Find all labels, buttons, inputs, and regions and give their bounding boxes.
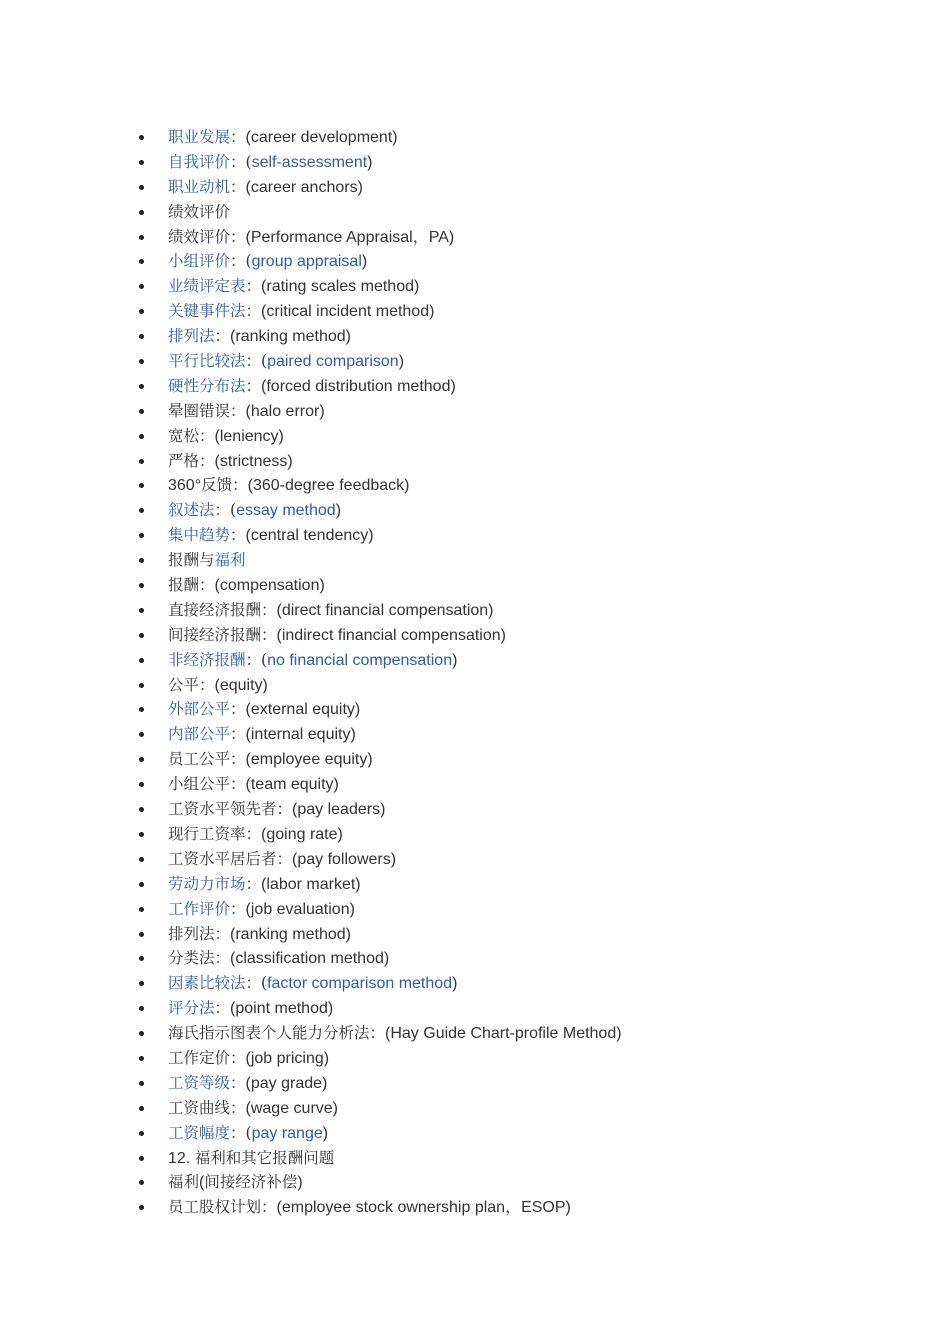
list-item <box>168 847 622 872</box>
term-text: (direct financial compensation) <box>276 601 494 619</box>
term-text: 报酬与 <box>168 551 215 570</box>
term-text: (job pricing) <box>245 1049 330 1067</box>
term-text: ( <box>199 1174 205 1192</box>
list-item <box>168 573 622 598</box>
term-text: ) <box>322 1124 329 1142</box>
term-text: 公平： <box>168 675 215 694</box>
term-link[interactable]: 内部公平 <box>168 725 231 744</box>
list-item <box>168 349 622 374</box>
list-item <box>168 1071 622 1096</box>
term-text: ： <box>230 700 246 719</box>
list-item <box>168 1121 622 1146</box>
term-text: (pay followers) <box>292 850 397 868</box>
term-text: (360-degree feedback) <box>247 477 410 495</box>
list-item <box>168 299 622 324</box>
term-text: 反馈： <box>201 476 248 495</box>
term-text: (Performance Appraisal，PA) <box>245 228 455 246</box>
term-text: (employee equity) <box>245 751 373 769</box>
list-item <box>168 225 622 250</box>
term-text: ： <box>214 327 231 346</box>
list-item <box>168 673 622 698</box>
list-item <box>168 722 622 747</box>
term-text: 宽松： <box>168 426 215 445</box>
term-text: (leniency) <box>214 427 284 445</box>
term-text: 福利和其它报酬问题 <box>194 1148 335 1167</box>
term-text: ： <box>230 526 246 545</box>
term-text: (Hay Guide Chart-profile Method) <box>385 1025 622 1043</box>
term-text: (labor market) <box>261 875 361 893</box>
term-text: 360° <box>168 477 202 495</box>
term-link[interactable]: 关键事件法 <box>168 302 246 321</box>
list-item <box>168 797 622 822</box>
term-text: (equity) <box>214 676 268 694</box>
term-link[interactable]: 工资幅度 <box>168 1123 231 1142</box>
term-text: ：( <box>214 501 237 520</box>
list-item <box>168 523 622 548</box>
list-item <box>168 449 622 474</box>
term-text: 排列法： <box>168 924 231 943</box>
list-item <box>168 424 622 449</box>
term-link[interactable]: essay method <box>236 502 336 520</box>
term-link[interactable]: 外部公平 <box>168 700 231 719</box>
list-item <box>168 1170 622 1195</box>
list-item <box>168 374 622 399</box>
term-text: 报酬： <box>168 576 215 595</box>
list-item <box>168 623 622 648</box>
term-link[interactable]: 小组评价 <box>168 252 231 271</box>
term-text: ： <box>230 128 246 146</box>
term-text: 分类法： <box>168 949 231 968</box>
term-text: 工作定价： <box>168 1048 246 1067</box>
list-item <box>168 1046 622 1071</box>
term-link[interactable]: 职业动机 <box>168 177 231 196</box>
term-text: (compensation) <box>214 577 325 595</box>
term-text: 间接经济报酬： <box>168 625 277 644</box>
term-text: ：( <box>230 1123 252 1142</box>
term-text: ) <box>297 1174 303 1192</box>
term-link[interactable]: 集中趋势 <box>168 526 231 545</box>
term-text: ：( <box>230 252 252 271</box>
term-link[interactable]: pay range <box>251 1124 323 1142</box>
term-text: (ranking method) <box>230 925 351 943</box>
term-text: ) <box>452 975 458 993</box>
list-item <box>168 200 622 225</box>
list-item <box>168 324 622 349</box>
term-text: ) <box>361 253 368 271</box>
term-text: ： <box>230 725 246 744</box>
term-text: ： <box>214 999 231 1018</box>
term-link[interactable]: paired comparison <box>267 353 399 371</box>
list-item <box>168 971 622 996</box>
term-text: (halo error) <box>245 402 325 420</box>
term-link[interactable]: 业绩评定表 <box>168 277 246 296</box>
term-link[interactable]: 叙述法 <box>168 501 215 520</box>
term-text: (employee stock ownership plan，ESOP) <box>276 1199 571 1217</box>
term-text: (pay leaders) <box>292 801 386 819</box>
term-text: 海氏指示图表个人能力分析法： <box>168 1024 386 1043</box>
term-text: (wage curve) <box>245 1099 338 1117</box>
list-item <box>168 150 622 175</box>
term-link[interactable]: 平行比较法 <box>168 352 246 371</box>
term-text: (going rate) <box>261 825 343 843</box>
term-text: ： <box>245 277 262 296</box>
term-text: (indirect financial compensation) <box>276 626 506 644</box>
term-link[interactable]: 评分法 <box>168 999 215 1018</box>
term-text: ：( <box>245 650 268 669</box>
list-item <box>168 897 622 922</box>
term-link[interactable]: 排列法 <box>168 327 215 346</box>
term-text: (central tendency) <box>245 527 374 545</box>
term-text: (pay grade) <box>245 1074 328 1092</box>
list-item <box>168 598 622 623</box>
list-item <box>168 822 622 847</box>
term-text: (rating scales method) <box>261 278 420 296</box>
list-item <box>168 399 622 424</box>
term-text: ： <box>245 874 262 893</box>
term-text: 员工公平： <box>168 750 246 769</box>
list-item <box>168 946 622 971</box>
term-text: 间接经济补偿 <box>204 1173 298 1192</box>
term-text: ： <box>245 302 262 321</box>
term-text: (forced distribution method) <box>261 377 456 395</box>
list-item <box>168 996 622 1021</box>
term-link[interactable]: 非经济报酬 <box>168 650 246 669</box>
term-text: 工资水平居后者： <box>168 849 293 868</box>
list-item <box>168 922 622 947</box>
term-link[interactable]: group appraisal <box>251 253 362 271</box>
term-text: ：( <box>230 152 252 171</box>
term-text: (ranking method) <box>230 328 351 346</box>
list-item <box>168 1195 622 1220</box>
list-item <box>168 274 622 299</box>
term-text: ： <box>245 376 262 395</box>
term-text: 工资水平领先者： <box>168 800 293 819</box>
term-text: (critical incident method) <box>261 303 435 321</box>
term-text: 员工股权计划： <box>168 1198 277 1217</box>
list-item <box>168 697 622 722</box>
term-text: (career development) <box>245 129 398 146</box>
term-link[interactable]: 硬性分布法 <box>168 376 246 395</box>
term-text: ：( <box>245 974 268 993</box>
term-text: 晕圈错误： <box>168 401 246 420</box>
term-link[interactable]: 工作评价 <box>168 899 231 918</box>
term-link[interactable]: 因素比较法 <box>168 974 246 993</box>
term-text: ) <box>367 153 373 171</box>
term-link[interactable]: 自我评价 <box>168 152 231 171</box>
list-item <box>168 175 622 200</box>
term-text: ) <box>335 502 342 520</box>
term-text: (external equity) <box>245 701 361 719</box>
term-text: ) <box>398 353 405 371</box>
term-text: (career anchors) <box>245 178 363 196</box>
term-text: 福利 <box>168 1173 200 1192</box>
term-text: 严格： <box>168 451 215 470</box>
term-text: 12. <box>168 1149 195 1167</box>
list-item <box>168 772 622 797</box>
list-item <box>168 872 622 897</box>
term-link[interactable]: no financial compensation <box>267 651 453 669</box>
list-item <box>168 1096 622 1121</box>
term-text: (strictness) <box>214 452 293 470</box>
term-link[interactable]: 劳动力市场 <box>168 874 246 893</box>
term-text: (team equity) <box>245 776 339 794</box>
term-text: ： <box>230 899 246 918</box>
term-text: 绩效评价： <box>168 227 246 246</box>
term-text: 现行工资率： <box>168 824 262 843</box>
term-text: (job evaluation) <box>245 900 355 918</box>
term-text: ： <box>230 177 246 196</box>
term-text: 小组公平： <box>168 775 246 794</box>
list-item <box>168 747 622 772</box>
list-item <box>168 249 622 274</box>
term-text: (point method) <box>230 1000 334 1018</box>
term-text: ) <box>452 651 458 669</box>
term-link[interactable]: self-assessment <box>251 153 368 171</box>
list-item <box>168 648 622 673</box>
list-item <box>168 498 622 523</box>
term-text: ：( <box>245 352 268 371</box>
term-text: 直接经济报酬： <box>168 600 277 619</box>
list-item <box>168 548 622 573</box>
term-text: (classification method) <box>230 950 390 968</box>
list-item <box>168 125 622 150</box>
term-text: 绩效评价 <box>168 202 231 221</box>
list-item <box>168 473 622 498</box>
term-link[interactable]: 职业发展 <box>168 128 231 146</box>
term-link[interactable]: factor comparison method <box>267 975 453 993</box>
list-item <box>168 1021 622 1046</box>
term-link[interactable]: 工资等级 <box>168 1073 231 1092</box>
term-text: (internal equity) <box>245 726 356 744</box>
list-item <box>168 1146 622 1171</box>
term-text: ： <box>230 1073 246 1092</box>
term-text: 工资曲线： <box>168 1098 246 1117</box>
term-link[interactable]: 福利 <box>214 551 246 570</box>
glossary-list <box>168 125 622 1220</box>
